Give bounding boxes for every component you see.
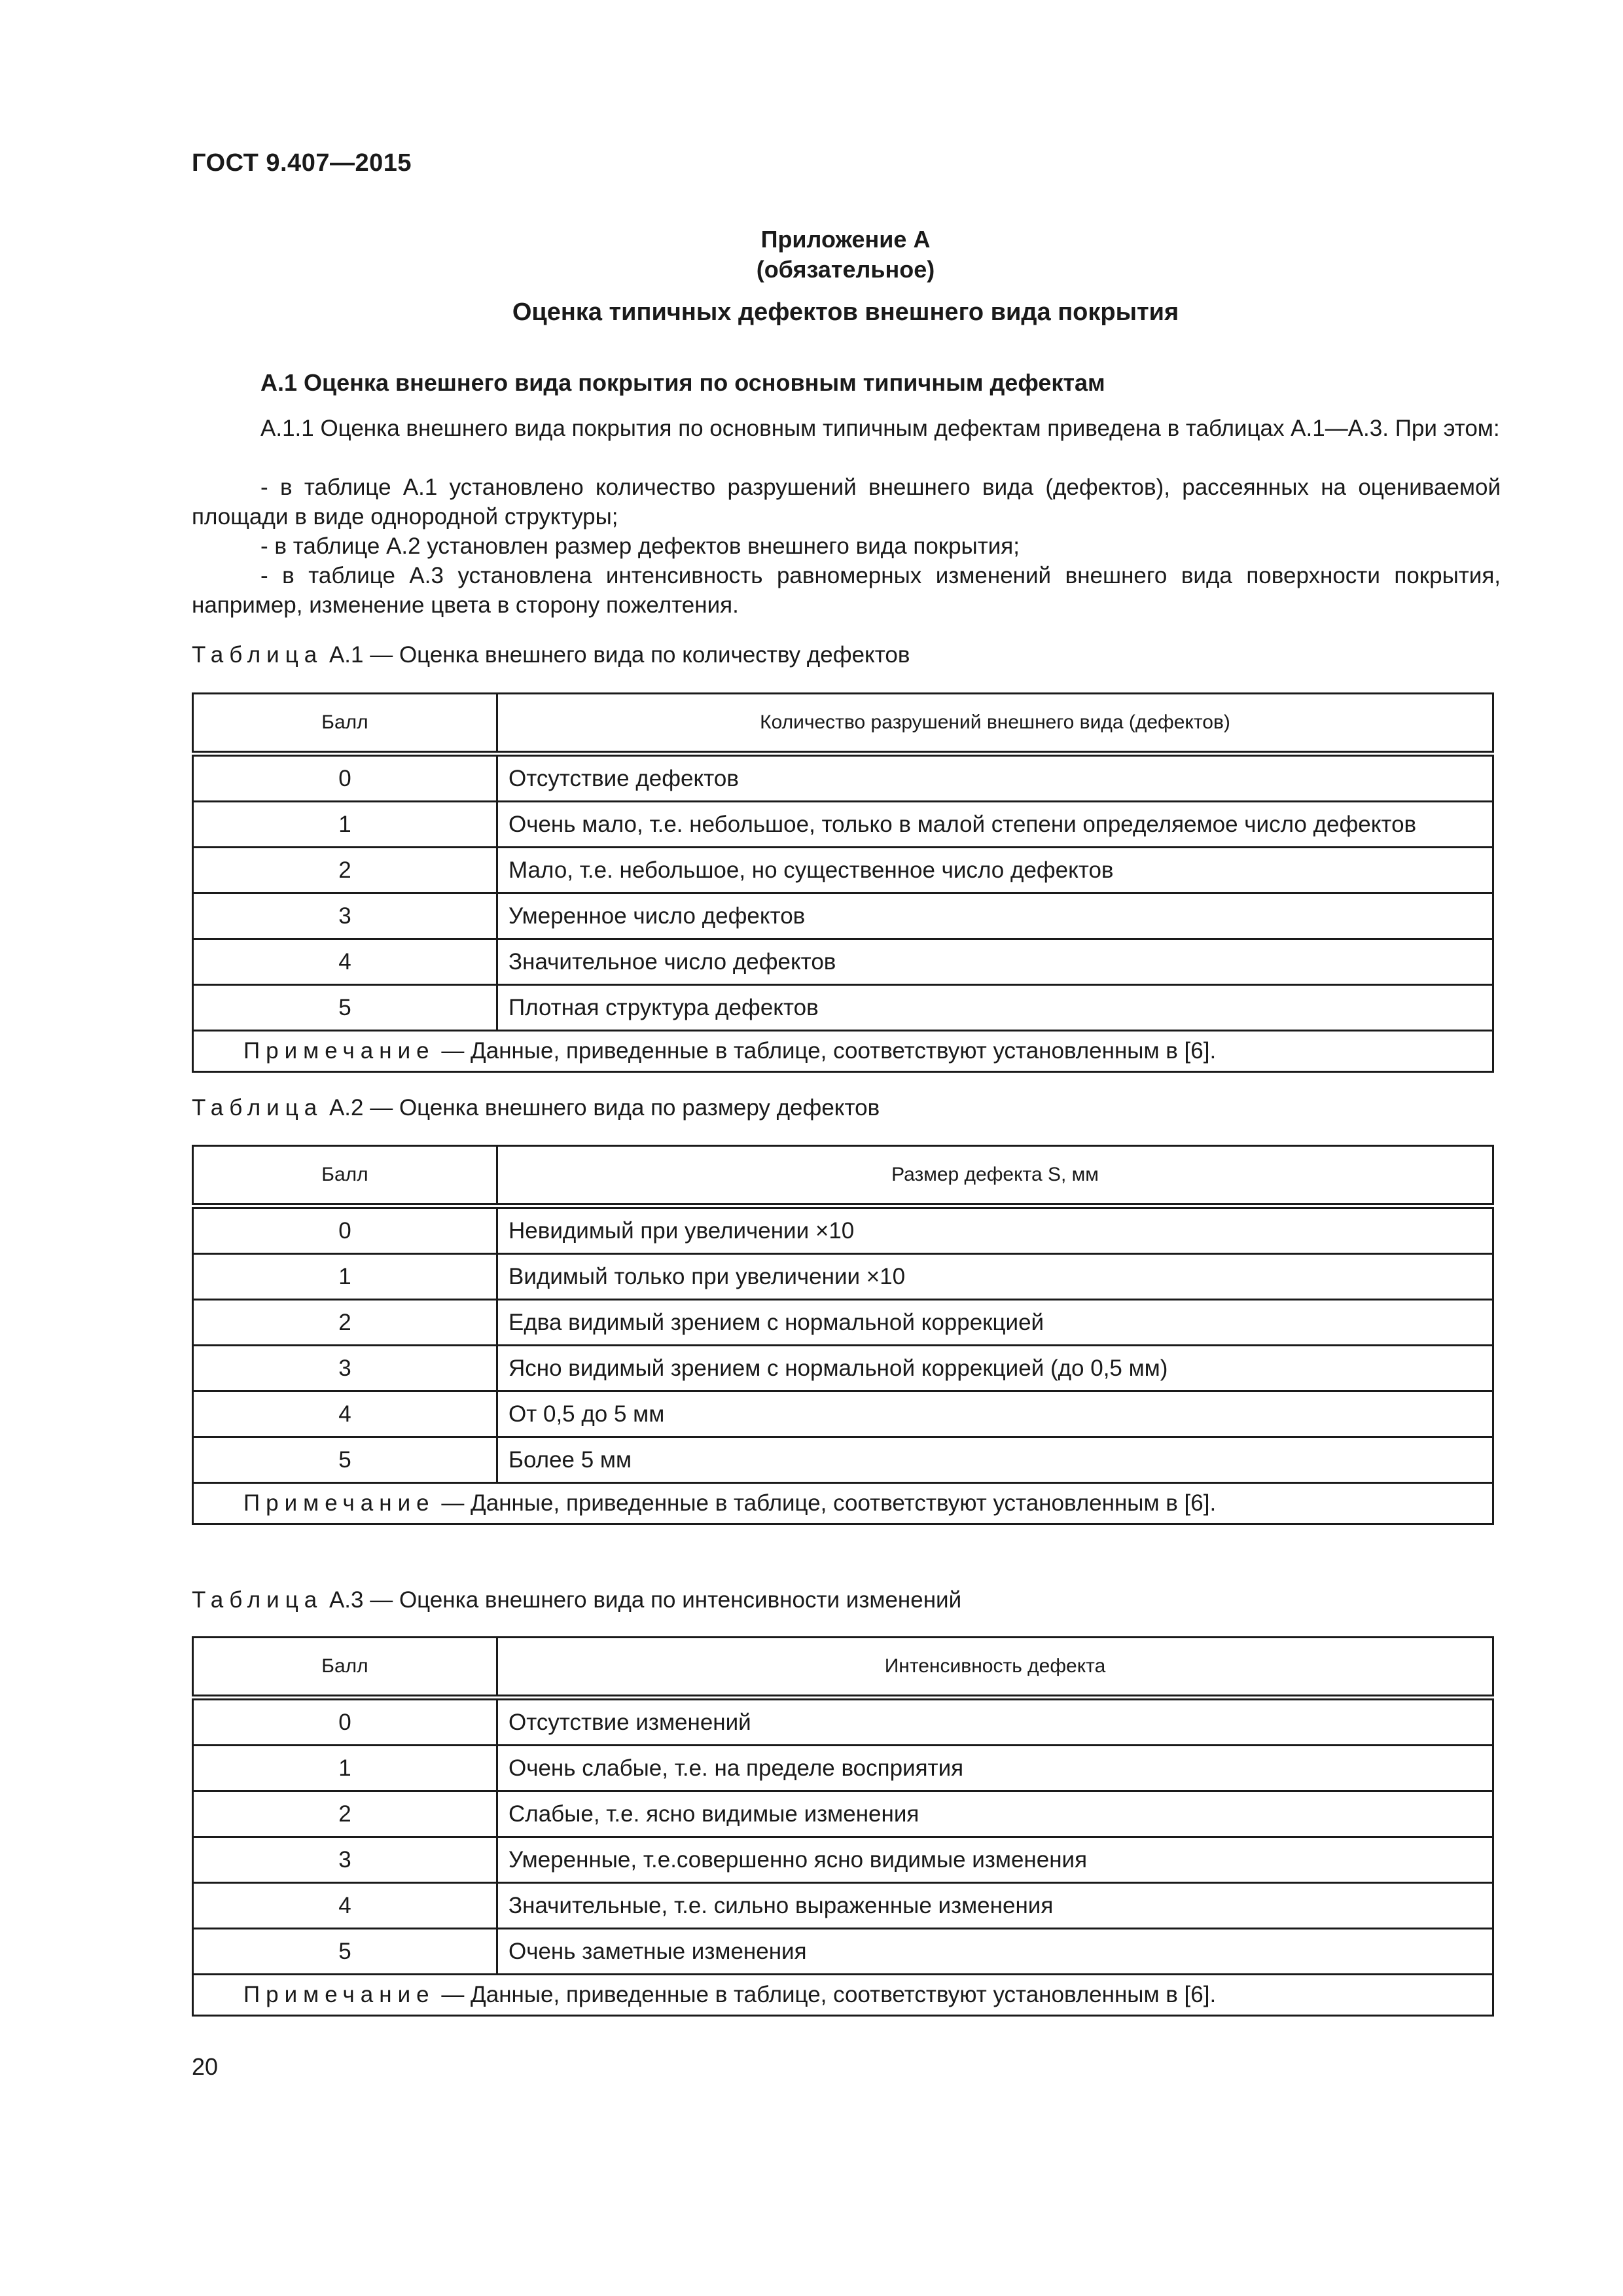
- table-row: 4 От 0,5 до 5 мм: [193, 1391, 1493, 1437]
- table-row: 1 Видимый только при увеличении ×10: [193, 1254, 1493, 1300]
- column-header-description: Размер дефекта S, мм: [497, 1146, 1493, 1206]
- table-row: 0 Отсутствие изменений: [193, 1698, 1493, 1746]
- column-header-description: Интенсивность дефекта: [497, 1638, 1493, 1698]
- table-row: 5 Более 5 мм: [193, 1437, 1493, 1483]
- table-a3-caption: Таблица А.3 — Оценка внешнего вида по интенсивности изменений: [192, 1587, 962, 1613]
- table-a2-caption: Таблица А.2 — Оценка внешнего вида по размеру дефектов: [192, 1095, 880, 1121]
- standard-header: ГОСТ 9.407—2015: [192, 149, 412, 177]
- table-row: 3 Ясно видимый зрением с нормальной коррекцией (до 0,5 мм): [193, 1346, 1493, 1391]
- document-title: Оценка типичных дефектов внешнего вида покрытия: [512, 298, 1179, 326]
- table-note-row: Примечание — Данные, приведенные в таблице, соответствуют установленным в [6].: [193, 1483, 1493, 1524]
- table-header-row: [193, 694, 1493, 754]
- column-header-score: Балл: [193, 1146, 497, 1206]
- appendix-title: Приложение А: [760, 226, 931, 253]
- table-row: 2 Едва видимый зрением с нормальной коррекцией: [193, 1300, 1493, 1346]
- table-row: 5 Плотная структура дефектов: [193, 985, 1493, 1031]
- table-a3: [192, 1636, 1494, 2017]
- table-row: 3 Умеренные, т.е.совершенно ясно видимые изменения: [193, 1837, 1493, 1883]
- table-header-row: [193, 1638, 1493, 1698]
- table-row: 2 Мало, т.е. небольшое, но существенное число дефектов: [193, 848, 1493, 893]
- table-row: 1 Очень слабые, т.е. на пределе восприятия: [193, 1746, 1493, 1791]
- appendix-heading: [0, 224, 1623, 285]
- table-a1-caption: Таблица А.1 — Оценка внешнего вида по количеству дефектов: [192, 642, 910, 668]
- column-header-description: Количество разрушений внешнего вида (дефектов): [497, 694, 1493, 754]
- table-note-row: Примечание — Данные, приведенные в таблице, соответствуют установленным в [6].: [193, 1975, 1493, 2016]
- column-header-score: Балл: [193, 694, 497, 754]
- table-row: 5 Очень заметные изменения: [193, 1929, 1493, 1975]
- appendix-status: (обязательное): [756, 256, 935, 283]
- table-a1: [192, 692, 1494, 1073]
- table-row: 3 Умеренное число дефектов: [193, 893, 1493, 939]
- table-row: 0 Невидимый при увеличении ×10: [193, 1206, 1493, 1254]
- section-title: А.1 Оценка внешнего вида покрытия по основным типичным дефектам: [260, 369, 1105, 396]
- table-row: 2 Слабые, т.е. ясно видимые изменения: [193, 1791, 1493, 1837]
- table-header-row: [193, 1146, 1493, 1206]
- table-row: 4 Значительное число дефектов: [193, 939, 1493, 985]
- table-row: 1 Очень мало, т.е. небольшое, только в малой степени определяемое число дефектов: [193, 802, 1493, 848]
- table-row: 4 Значительные, т.е. сильно выраженные изменения: [193, 1883, 1493, 1929]
- table-note-row: Примечание — Данные, приведенные в таблице, соответствуют установленным в [6].: [193, 1031, 1493, 1072]
- paragraph-intro: А.1.1 Оценка внешнего вида покрытия по основным типичным дефектам приведена в таблицах А.1—А.3. При этом:: [260, 416, 1500, 441]
- paragraph-item-1: - в таблице А.1 установлено количество разрушений внешнего вида (дефектов), рассеянных на оцениваемой площади в виде однородной структуры;: [192, 475, 1501, 529]
- paragraph-item-3: - в таблице А.3 установлена интенсивность равномерных изменений внешнего вида поверхности покрытия, например, изменение цвета в сторону пожелтения.: [192, 563, 1501, 618]
- table-a2: [192, 1145, 1494, 1525]
- page-number: 20: [192, 2053, 219, 2080]
- paragraph-item-2: - в таблице А.2 установлен размер дефектов внешнего вида покрытия;: [260, 533, 1020, 559]
- table-row: 0 Отсутствие дефектов: [193, 754, 1493, 802]
- column-header-score: Балл: [193, 1638, 497, 1698]
